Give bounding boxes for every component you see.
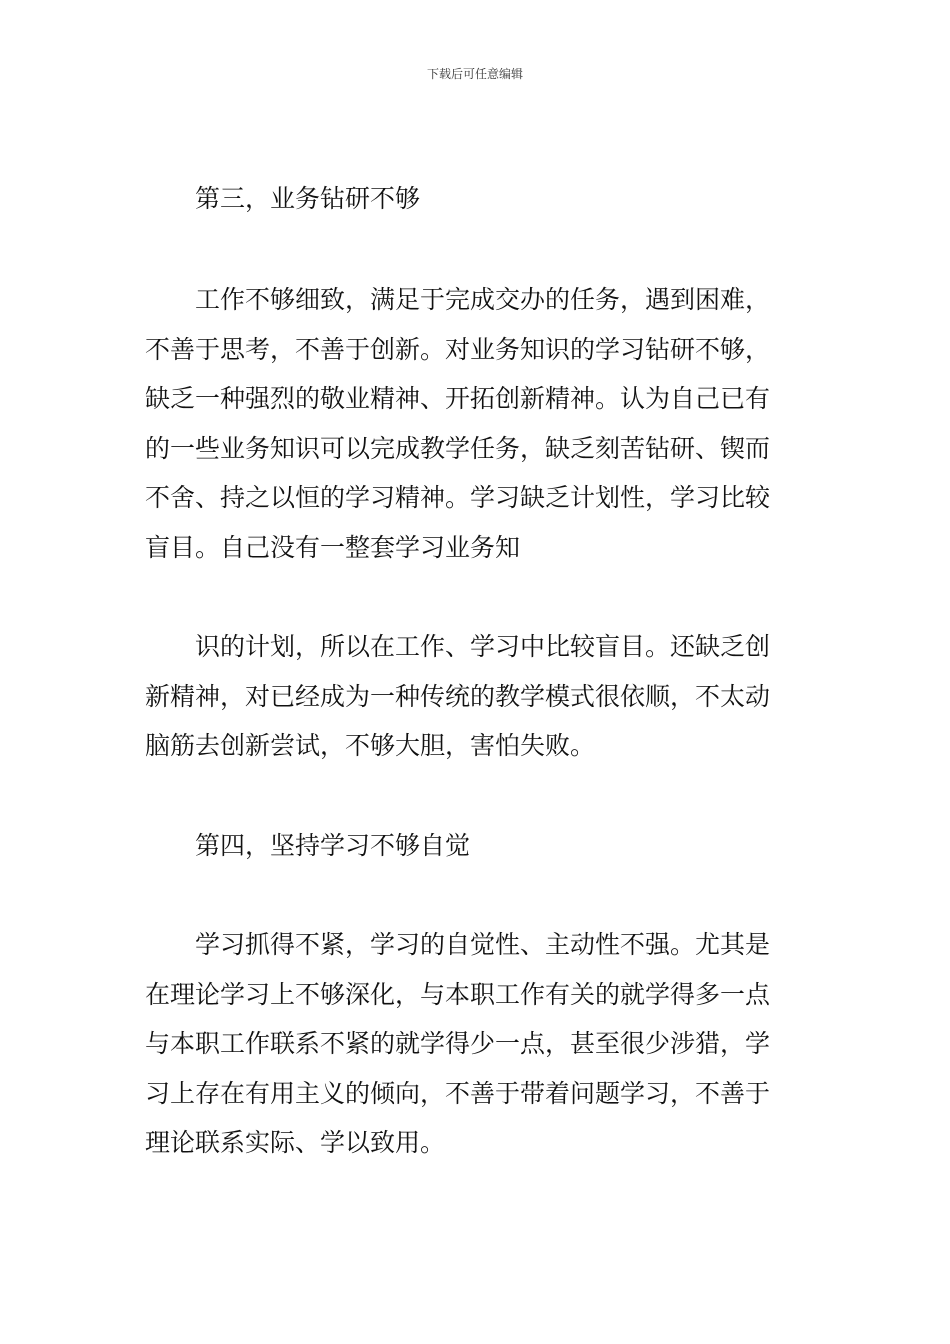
paragraph-line: 识的计划，所以在工作、学习中比较盲目。还缺乏创 bbox=[195, 632, 771, 661]
paragraph-line: 缺乏一种强烈的敬业精神、开拓创新精神。认为自己已有 bbox=[145, 384, 771, 413]
paragraph-line: 理论联系实际、学以致用。 bbox=[145, 1128, 446, 1157]
paragraph-line: 习上存在有用主义的倾向，不善于带着问题学习，不善于 bbox=[145, 1078, 771, 1108]
paragraph-business-study bbox=[145, 275, 810, 572]
paragraph-self-learning bbox=[145, 920, 810, 1168]
paragraph-line: 新精神，对已经成为一种传统的教学模式很依顺，不太动 bbox=[145, 681, 771, 711]
paragraph-line: 不善于思考，不善于创新。对业务知识的学习钻研不够， bbox=[145, 334, 771, 364]
paragraph-line: 不舍、持之以恒的学习精神。学习缺乏计划性，学习比较 bbox=[145, 483, 771, 512]
paragraph-line: 盲目。自己没有一整套学习业务知 bbox=[145, 532, 521, 562]
section-heading-3: 第三，业务钻研不够 bbox=[195, 184, 421, 213]
paragraph-business-study-continued bbox=[145, 622, 810, 771]
paragraph-line: 在理论学习上不够深化，与本职工作有关的就学得多一点 bbox=[145, 979, 771, 1009]
paragraph-line: 与本职工作联系不紧的就学得少一点，甚至很少涉猎，学 bbox=[145, 1029, 771, 1058]
paragraph-line: 脑筋去创新尝试，不够大胆，害怕失败。 bbox=[145, 731, 596, 760]
paragraph-line: 学习抓得不紧，学习的自觉性、主动性不强。尤其是 bbox=[195, 930, 771, 959]
paragraph-line: 工作不够细致，满足于完成交办的任务，遇到困难， bbox=[195, 285, 771, 314]
header-note: 下载后可任意编辑 bbox=[426, 67, 523, 81]
section-heading-4: 第四，坚持学习不够自觉 bbox=[195, 831, 471, 860]
paragraph-line: 的一些业务知识可以完成教学任务，缺乏刻苦钻研、锲而 bbox=[145, 433, 771, 463]
